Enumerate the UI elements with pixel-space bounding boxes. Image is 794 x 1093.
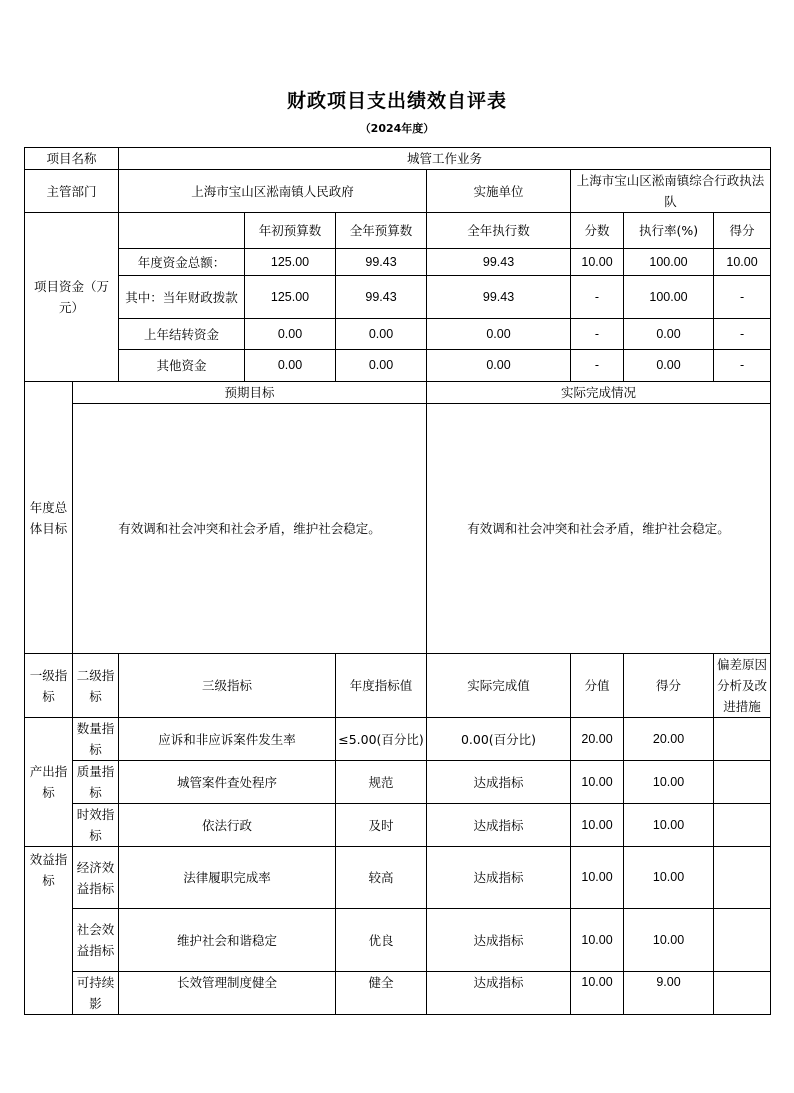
weight-cell: 20.00 — [571, 718, 624, 761]
analysis-cell — [714, 804, 771, 847]
header-weight: 分值 — [571, 654, 624, 718]
funds-cell: 0.00 — [624, 319, 714, 350]
funds-cell: 99.43 — [427, 276, 571, 319]
funds-cell: 0.00 — [427, 319, 571, 350]
funds-cell: 0.00 — [245, 319, 336, 350]
goals-content-row — [25, 404, 771, 654]
analysis-cell — [714, 909, 771, 972]
funds-header-rate: 执行率(%) — [624, 213, 714, 249]
target-cell: 及时 — [336, 804, 427, 847]
header-level1: 一级指标 — [25, 654, 73, 718]
impl-value: 上海市宝山区淞南镇综合行政执法队 — [571, 170, 771, 213]
actual-result-text: 有效调和社会冲突和社会矛盾，维护社会稳定。 — [427, 404, 771, 654]
funds-cell: 100.00 — [624, 276, 714, 319]
indicator-row — [25, 804, 771, 847]
dept-value: 上海市宝山区淞南镇人民政府 — [119, 170, 427, 213]
funds-cell: - — [571, 319, 624, 350]
funds-cell: 99.43 — [336, 249, 427, 276]
level3-cell: 城管案件查处程序 — [119, 761, 336, 804]
funds-cell: 0.00 — [336, 319, 427, 350]
target-cell: 规范 — [336, 761, 427, 804]
project-name-value: 城管工作业务 — [119, 148, 771, 170]
performance-table — [24, 147, 771, 1015]
funds-row — [25, 249, 771, 276]
actual-cell: 达成指标 — [427, 909, 571, 972]
analysis-cell — [714, 847, 771, 909]
indicator-row — [25, 718, 771, 761]
funds-cell: - — [571, 350, 624, 382]
indicator-row — [25, 972, 771, 1015]
expected-goal-header: 预期目标 — [73, 382, 427, 404]
level2-cell: 质量指标 — [73, 761, 119, 804]
project-name-label: 项目名称 — [25, 148, 119, 170]
indicator-row — [25, 761, 771, 804]
target-cell: 较高 — [336, 847, 427, 909]
actual-cell: 达成指标 — [427, 847, 571, 909]
score-cell: 9.00 — [624, 972, 714, 1015]
indicator-row — [25, 909, 771, 972]
actual-cell: 达成指标 — [427, 761, 571, 804]
funds-cell: - — [714, 319, 771, 350]
score-cell: 20.00 — [624, 718, 714, 761]
target-cell: 健全 — [336, 972, 427, 1015]
level3-cell: 应诉和非应诉案件发生率 — [119, 718, 336, 761]
funds-header-annual: 全年预算数 — [336, 213, 427, 249]
score-cell: 10.00 — [624, 909, 714, 972]
header-score: 得分 — [624, 654, 714, 718]
funds-cell: 10.00 — [571, 249, 624, 276]
funds-cell: 0.00 — [336, 350, 427, 382]
funds-cell: 125.00 — [245, 249, 336, 276]
expected-goal-text: 有效调和社会冲突和社会矛盾，维护社会稳定。 — [73, 404, 427, 654]
funds-row-label: 其中：当年财政拨款 — [119, 276, 245, 319]
actual-cell: 达成指标 — [427, 804, 571, 847]
header-target: 年度指标值 — [336, 654, 427, 718]
funds-cell: - — [714, 350, 771, 382]
funds-row-label: 年度资金总额： — [119, 249, 245, 276]
funds-section-label: 项目资金（万元） — [25, 213, 119, 382]
funds-cell: 100.00 — [624, 249, 714, 276]
goals-header-row — [25, 382, 771, 404]
funds-cell: 99.43 — [336, 276, 427, 319]
goals-section-label: 年度总体目标 — [25, 382, 73, 654]
level3-cell: 长效管理制度健全 — [119, 972, 336, 1015]
target-cell: 优良 — [336, 909, 427, 972]
funds-row-label: 上年结转资金 — [119, 319, 245, 350]
funds-cell: - — [714, 276, 771, 319]
page-title: 财政项目支出绩效自评表 — [286, 90, 507, 112]
header-level3: 三级指标 — [119, 654, 336, 718]
analysis-cell — [714, 718, 771, 761]
funds-row — [25, 350, 771, 382]
weight-cell: 10.00 — [571, 804, 624, 847]
funds-cell: 0.00 — [624, 350, 714, 382]
funds-cell: 0.00 — [427, 350, 571, 382]
level2-cell: 经济效益指标 — [73, 847, 119, 909]
weight-cell: 10.00 — [571, 909, 624, 972]
funds-header-blank — [119, 213, 245, 249]
funds-cell: - — [571, 276, 624, 319]
score-cell: 10.00 — [624, 761, 714, 804]
department-row — [25, 170, 771, 213]
funds-header-initial: 年初预算数 — [245, 213, 336, 249]
funds-header-score: 得分 — [714, 213, 771, 249]
header-analysis: 偏差原因分析及改进措施 — [714, 654, 771, 718]
score-cell: 10.00 — [624, 804, 714, 847]
analysis-cell — [714, 761, 771, 804]
weight-cell: 10.00 — [571, 847, 624, 909]
actual-cell: 达成指标 — [427, 972, 571, 1015]
analysis-cell — [714, 972, 771, 1015]
funds-header-executed: 全年执行数 — [427, 213, 571, 249]
level2-cell: 社会效益指标 — [73, 909, 119, 972]
project-name-row — [25, 148, 771, 170]
indicator-row — [25, 847, 771, 909]
funds-cell: 0.00 — [245, 350, 336, 382]
funds-header-points: 分数 — [571, 213, 624, 249]
actual-cell: 0.00(百分比) — [427, 718, 571, 761]
funds-row — [25, 276, 771, 319]
impl-label: 实施单位 — [427, 170, 571, 213]
funds-row — [25, 319, 771, 350]
level3-cell: 法律履职完成率 — [119, 847, 336, 909]
level2-cell: 可持续影 — [73, 972, 119, 1015]
funds-cell: 10.00 — [714, 249, 771, 276]
level2-cell: 时效指标 — [73, 804, 119, 847]
score-cell: 10.00 — [624, 847, 714, 909]
level3-cell: 依法行政 — [119, 804, 336, 847]
weight-cell: 10.00 — [571, 761, 624, 804]
level1-output: 产出指标 — [25, 718, 73, 847]
funds-header-row — [25, 213, 771, 249]
actual-result-header: 实际完成情况 — [427, 382, 771, 404]
report-year: （2024年度） — [359, 122, 435, 135]
funds-row-label: 其他资金 — [119, 350, 245, 382]
level2-cell: 数量指标 — [73, 718, 119, 761]
level1-benefit: 效益指标 — [25, 847, 73, 1015]
funds-cell: 99.43 — [427, 249, 571, 276]
header-actual: 实际完成值 — [427, 654, 571, 718]
indicator-header-row — [25, 654, 771, 718]
level3-cell: 维护社会和谐稳定 — [119, 909, 336, 972]
header-level2: 二级指标 — [73, 654, 119, 718]
target-cell: ≤5.00(百分比) — [336, 718, 427, 761]
dept-label: 主管部门 — [25, 170, 119, 213]
weight-cell: 10.00 — [571, 972, 624, 1015]
funds-cell: 125.00 — [245, 276, 336, 319]
